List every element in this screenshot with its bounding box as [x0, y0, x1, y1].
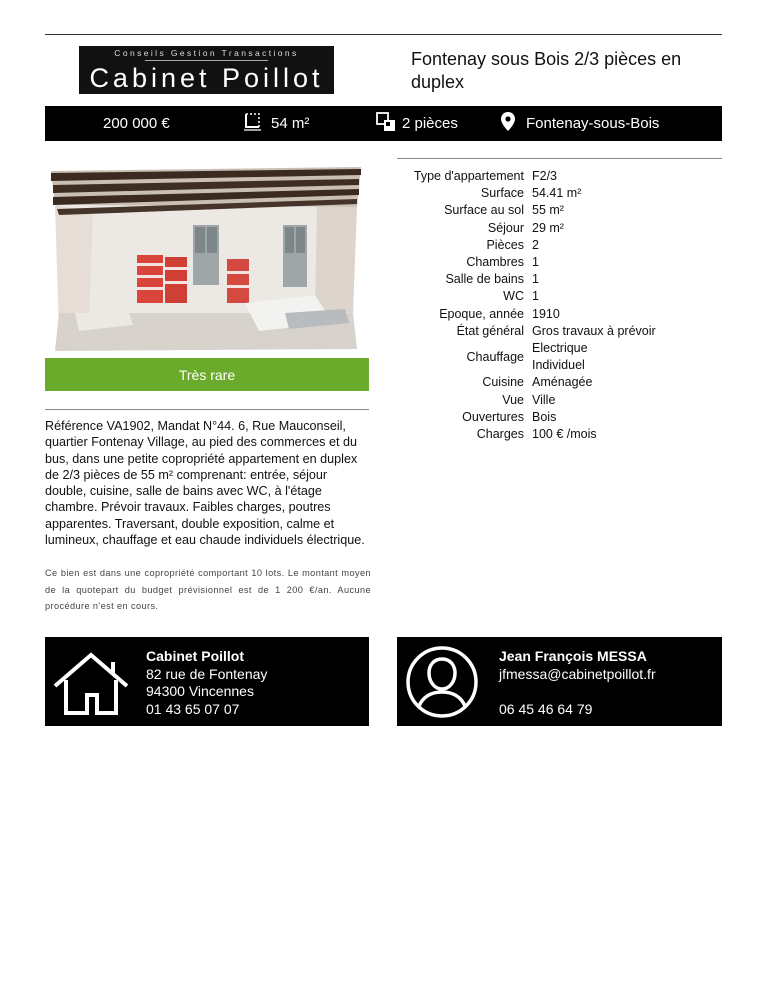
user-avatar-icon — [405, 645, 479, 724]
prop-row — [397, 374, 722, 391]
prop-label: Surface — [480, 186, 524, 201]
prop-row — [397, 202, 722, 219]
agency-city: 94300 Vincennes — [146, 683, 254, 699]
agent-spacer — [499, 683, 656, 701]
logo-tagline: Conseils Gestion Transactions — [114, 48, 299, 58]
prop-value-group — [532, 340, 722, 374]
listing-description: Référence VA1902, Mandat N°44. 6, Rue Mauconseil, quartier Fontenay Village, au pied des commerces et du bus, dans une petite copropriété appartement en duplex de 2/3 pièces de 55 m² comprenant: entrée, séjour double, cuisine, salle de bains avec WC, à l'étage chambre. Prévoir travaux. Faibles charges, poutres apparentes. Traversant, double exposition, calme et lumineux, chauffage et eau chaude individuels électrique. — [45, 419, 365, 548]
agency-info — [146, 648, 267, 718]
property-photo — [45, 163, 369, 354]
prop-row — [397, 168, 722, 185]
price-stat — [103, 106, 170, 141]
prop-row — [397, 288, 722, 305]
properties-divider — [397, 158, 722, 159]
logo-name: Cabinet Poillot — [89, 63, 324, 93]
prop-value: 1 — [532, 272, 539, 287]
prop-label: WC — [503, 289, 524, 304]
prop-value: Ville — [532, 392, 556, 407]
agency-phone[interactable]: 01 43 65 07 07 — [146, 700, 240, 717]
prop-label: Pièces — [486, 237, 524, 252]
prop-value: 2 — [532, 237, 539, 252]
agent-name: Jean François MESSA — [499, 648, 647, 664]
prop-label: Salle de bains — [445, 272, 524, 287]
prop-label: Epoque, année — [439, 306, 524, 321]
rooms-stat — [376, 106, 458, 141]
prop-value: 1 — [532, 289, 539, 304]
rooms-value: 2 pièces — [402, 115, 458, 132]
rooms-icon — [376, 112, 396, 136]
city-stat — [501, 106, 659, 141]
prop-value-secondary: Individuel — [532, 358, 585, 373]
prop-row — [397, 185, 722, 202]
prop-value: Electrique — [532, 341, 588, 356]
prop-label: Cuisine — [482, 375, 524, 390]
listing-title: Fontenay sous Bois 2/3 pièces en duplex — [411, 49, 682, 92]
prop-row — [397, 392, 722, 409]
prop-value: 1910 — [532, 306, 560, 321]
prop-value: Bois — [532, 409, 557, 424]
location-pin-icon — [501, 112, 515, 135]
agent-phone[interactable]: 06 45 46 64 79 — [499, 700, 593, 717]
prop-row — [397, 306, 722, 323]
stats-bar — [45, 106, 722, 141]
prop-value: Gros travaux à prévoir — [532, 323, 656, 338]
prop-label: État général — [456, 323, 524, 338]
agent-info — [499, 648, 656, 718]
prop-row — [397, 271, 722, 288]
prop-value: Aménagée — [532, 375, 593, 390]
prop-row — [397, 409, 722, 426]
top-divider — [45, 34, 722, 35]
agent-contact-card — [397, 637, 722, 726]
property-details — [397, 168, 722, 443]
prop-label: Séjour — [487, 220, 524, 235]
prop-label: Ouvertures — [462, 409, 524, 424]
prop-row — [397, 323, 722, 340]
prop-value: 100 € /mois — [532, 427, 597, 442]
agency-address: 82 rue de Fontenay — [146, 665, 268, 682]
prop-label: Surface au sol — [444, 203, 524, 218]
agency-contact-card — [45, 637, 369, 726]
prop-value: 1 — [532, 255, 539, 270]
description-divider — [45, 409, 369, 410]
prop-value: F2/3 — [532, 169, 558, 183]
prop-label: Charges — [476, 427, 524, 442]
city-value: Fontenay-sous-Bois — [526, 115, 660, 132]
copropriete-note: Ce bien est dans une copropriété comportant 10 lots. Le montant moyen de la quotepart du budget prévisionnel est de 1 200 €/an. Aucune procédure n'est en cours. — [45, 568, 371, 611]
agent-email[interactable]: jfmessa@cabinetpoillot.fr — [499, 665, 656, 682]
agency-logo — [79, 46, 334, 94]
logo-rule — [145, 60, 268, 61]
house-icon — [52, 651, 130, 722]
surface-stat — [243, 106, 309, 141]
prop-label: Type d'appartement — [413, 169, 524, 183]
prop-value: 54.41 m² — [532, 186, 582, 201]
prop-row — [397, 426, 722, 443]
surface-value: 54 m² — [271, 115, 310, 132]
prop-row — [397, 237, 722, 254]
prop-row — [397, 340, 722, 374]
prop-row — [397, 254, 722, 271]
prop-value: 55 m² — [532, 203, 564, 218]
prop-label: Chambres — [466, 255, 524, 270]
highlight-banner: Très rare — [45, 358, 369, 391]
prop-row — [397, 220, 722, 237]
price-value: 200 000 € — [103, 115, 170, 132]
surface-icon — [243, 112, 263, 136]
prop-value: 29 m² — [532, 220, 564, 235]
prop-label: Vue — [502, 392, 524, 407]
prop-label: Chauffage — [466, 349, 524, 364]
agency-name: Cabinet Poillot — [146, 648, 244, 664]
